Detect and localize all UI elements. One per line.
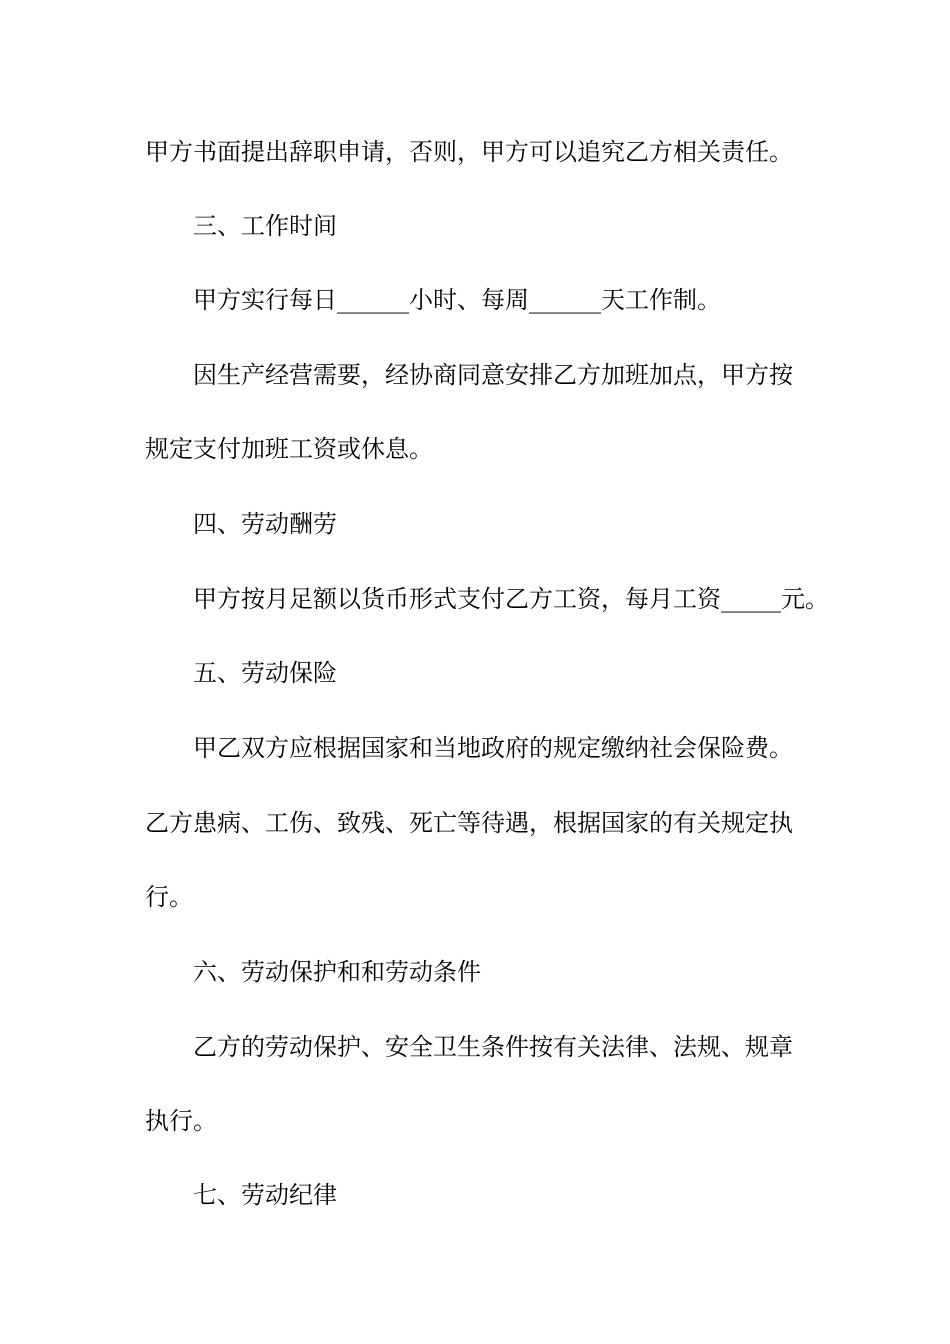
paragraph-line-resignation: 甲方书面提出辞职申请，否则，甲方可以追究乙方相关责任。 xyxy=(145,138,793,166)
section-heading-insurance: 五、劳动保险 xyxy=(193,659,337,687)
section-heading-work-time: 三、工作时间 xyxy=(193,212,337,240)
section-heading-remuneration: 四、劳动酬劳 xyxy=(193,510,337,538)
paragraph-line-benefits-1: 乙方患病、工伤、致残、死亡等待遇，根据国家的有关规定执 xyxy=(145,809,793,837)
paragraph-line-benefits-2: 行。 xyxy=(145,883,193,911)
paragraph-line-work-schedule: 甲方实行每日______小时、每周______天工作制。 xyxy=(193,286,721,314)
paragraph-line-protection-1: 乙方的劳动保护、安全卫生条件按有关法律、法规、规章 xyxy=(193,1033,793,1061)
paragraph-line-salary: 甲方按月足额以货币形式支付乙方工资，每月工资_____元。 xyxy=(193,585,829,613)
section-heading-protection: 六、劳动保护和和劳动条件 xyxy=(193,958,481,986)
paragraph-line-protection-2: 执行。 xyxy=(145,1107,217,1135)
paragraph-line-overtime-1: 因生产经营需要，经协商同意安排乙方加班加点，甲方按 xyxy=(193,361,793,389)
paragraph-line-social-insurance: 甲乙双方应根据国家和当地政府的规定缴纳社会保险费。 xyxy=(193,734,793,762)
section-heading-discipline: 七、劳动纪律 xyxy=(193,1181,337,1209)
paragraph-line-overtime-2: 规定支付加班工资或休息。 xyxy=(145,435,433,463)
